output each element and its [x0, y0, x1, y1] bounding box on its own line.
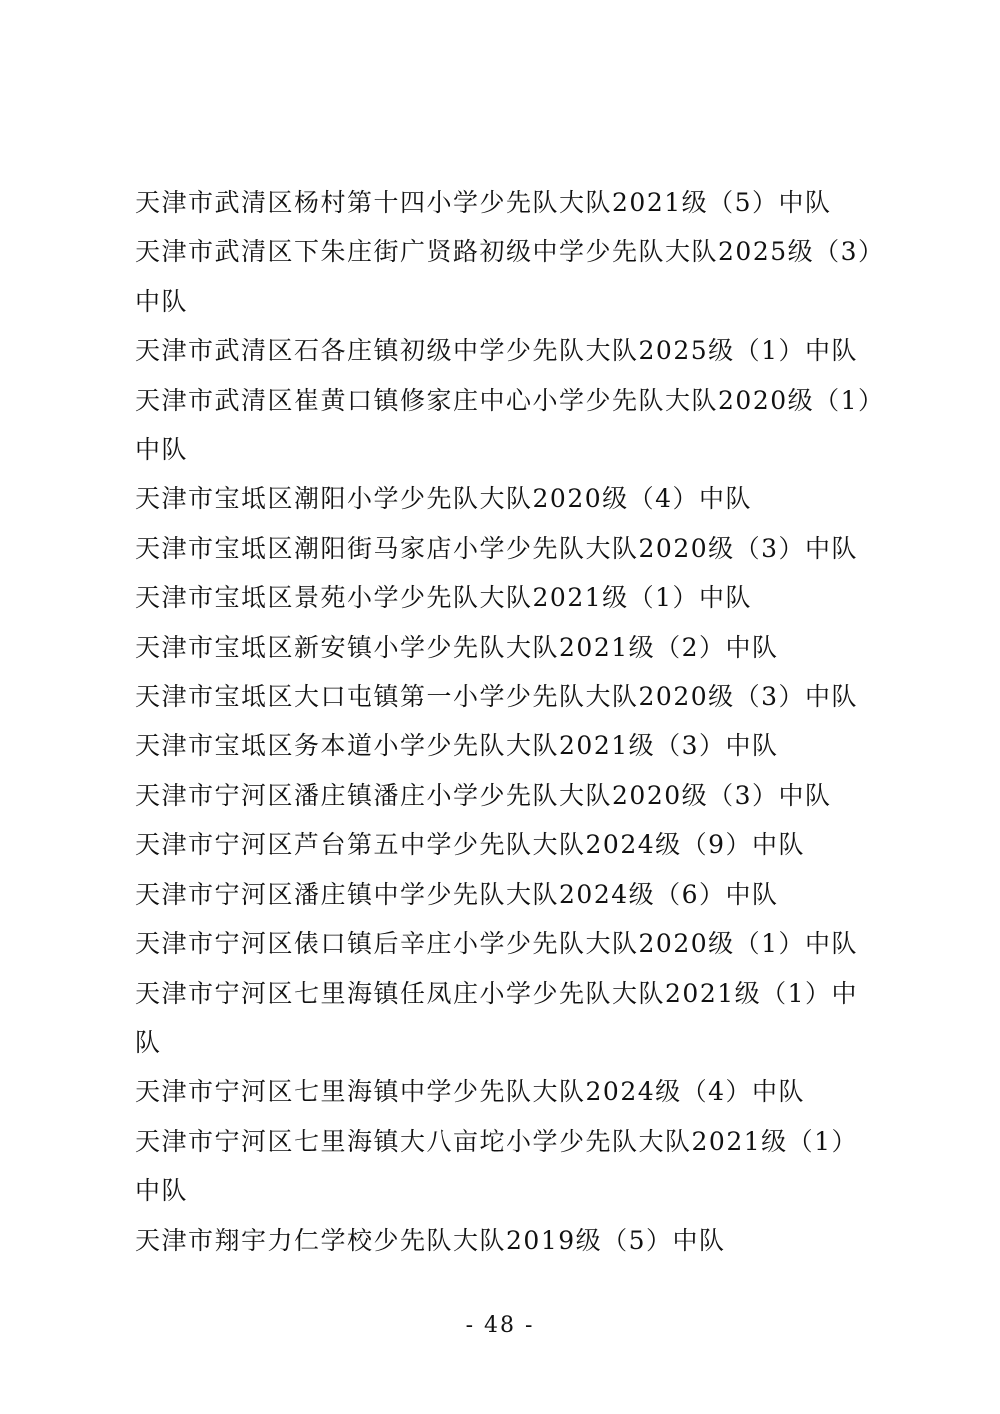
list-item: 天津市宝坻区潮阳小学少先队大队2020级（4）中队 [135, 484, 753, 514]
list-item: 天津市宁河区潘庄镇中学少先队大队2024级（6）中队 [135, 879, 779, 909]
list-item: 天津市宁河区七里海镇任凤庄小学少先队大队2021级（1）中队 [135, 978, 859, 1057]
list-item: 天津市宝坻区务本道小学少先队大队2021级（3）中队 [135, 731, 779, 761]
entry-list [135, 178, 880, 1265]
list-item: 天津市宁河区俵口镇后辛庄小学少先队大队2020级（1）中队 [135, 929, 859, 959]
list-item: 天津市武清区下朱庄街广贤路初级中学少先队大队2025级（3）中队 [135, 237, 873, 316]
list-item: 天津市宝坻区潮阳街马家店小学少先队大队2020级（3）中队 [135, 533, 859, 563]
list-item: 天津市宝坻区景苑小学少先队大队2021级（1）中队 [135, 583, 753, 613]
list-item: 天津市宁河区七里海镇中学少先队大队2024级（4）中队 [135, 1077, 806, 1107]
list-item: 天津市宁河区七里海镇大八亩坨小学少先队大队2021级（1）中队 [135, 1126, 859, 1206]
page-number: - 48 - [465, 1313, 535, 1338]
list-item: 天津市宁河区芦台第五中学少先队大队2024级（9）中队 [135, 830, 806, 860]
list-item: 天津市武清区杨村第十四小学少先队大队2021级（5）中队 [135, 188, 832, 217]
list-item: 天津市宝坻区大口屯镇第一小学少先队大队2020级（3）中队 [135, 682, 859, 712]
list-item: 天津市武清区崔黄口镇修家庄中心小学少先队大队2020级（1）中队 [135, 385, 873, 465]
list-item: 天津市宝坻区新安镇小学少先队大队2021级（2）中队 [135, 632, 779, 662]
list-item: 天津市翔宇力仁学校少先队大队2019级（5）中队 [135, 1225, 726, 1255]
list-item: 天津市宁河区潘庄镇潘庄小学少先队大队2020级（3）中队 [135, 780, 832, 810]
list-item: 天津市武清区石各庄镇初级中学少先队大队2025级（1）中队 [135, 336, 859, 366]
